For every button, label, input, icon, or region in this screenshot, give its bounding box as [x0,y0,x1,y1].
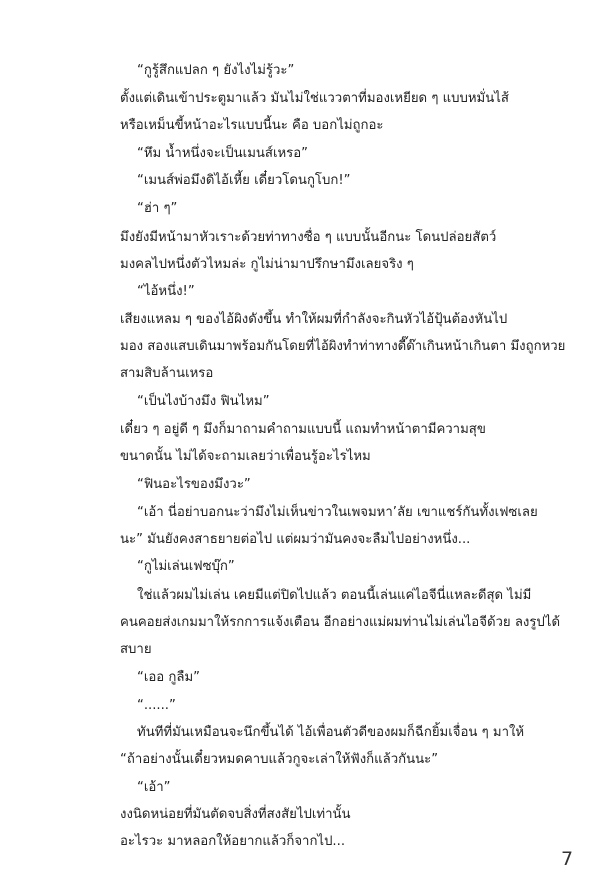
text-line: “......” [137,698,176,713]
page-number: 7 [561,848,574,870]
text-line: สบาย [120,642,152,657]
text-line: “เออ กูลืม” [137,670,200,685]
text-line: “เอ้า นี่อย่าบอกนะว่ามึงไม่เห็นข่าวในเพจมหา’ลัย เขาแชร์กันทั้งเฟซเลย [137,505,538,520]
text-line: “เมนส์พ่อมึงดิไอ้เหี้ย เดี๋ยวโดนกูโบก!” [137,173,351,188]
text-line: เสียงแหลม ๆ ของไอ้ผิงดังขึ้น ทำให้ผมที่กำลังจะกินหัวไอ้ปุ้นต้องหันไป [120,312,508,327]
text-line: “กูไม่เล่นเฟซบุ๊ก” [137,559,235,574]
text-line: มอง สองแสบเดินมาพร้อมกันโดยที่ไอ้ผิงทำท่าทางดี๊ด๊าเกินหน้าเกินตา มึงถูกหวย [120,339,566,354]
text-line: “ไอ้หนึ่ง!” [137,284,195,299]
text-line: เดี๋ยว ๆ อยู่ดี ๆ มึงก็มาถามคำถามแบบนี้ แถมทำหน้าตามีความสุข [120,422,486,437]
text-line: งงนิดหน่อยที่มันตัดจบสิ่งที่สงสัยไปเท่านั้น [120,807,351,822]
text-line: หรือเหม็นขี้หน้าอะไรแบบนี้นะ คือ บอกไม่ถูกอะ [120,118,384,133]
text-line: มงคลไปหนึ่งตัวไหมล่ะ กูไม่น่ามาปรึกษามึงเลยจริง ๆ [120,257,414,272]
text-line: “ฟินอะไรของมึงวะ” [137,477,251,492]
text-line: “เป็นไงบ้างมึง ฟินไหม” [137,394,270,409]
text-line: ตั้งแต่เดินเข้าประตูมาแล้ว มันไม่ใช่แววตาที่มองเหยียด ๆ แบบหมั่นไส้ [120,91,509,106]
text-line: ใช่แล้วผมไม่เล่น เคยมีแต่ปิดไปแล้ว ตอนนี้เล่นแค่ไอจีนี่แหละดีสุด ไม่มี [137,588,532,603]
text-line: “ฮ่า ๆ” [137,201,178,216]
text-line: ทันทีที่มันเหมือนจะนึกขึ้นได้ ไอ้เพื่อนตัวดีของผมก็ฉีกยิ้มเจื่อน ๆ มาให้ [137,725,525,740]
text-line: สามสิบล้านเหรอ [120,366,214,381]
text-line: คนคอยส่งเกมมาให้รกการแจ้งเตือน อีกอย่างแม่ผมท่านไม่เล่นไอจีด้วย ลงรูปได้ [120,615,561,630]
text-line: “ถ้าอย่างนั้นเดี๋ยวหมดคาบแล้วกูจะเล่าให้ฟังก็แล้วกันนะ” [120,752,439,767]
text-line: มึงยังมีหน้ามาหัวเราะด้วยท่าทางซื่อ ๆ แบบนั้นอีกนะ โดนปล่อยสัตว์ [120,230,497,245]
text-line: ขนาดนั้น ไม่ได้จะถามเลยว่าเพื่อนรู้อะไรไหม [120,449,371,464]
text-line: อะไรวะ มาหลอกให้อยากแล้วก็จากไป... [120,834,346,849]
text-line: “กูรู้สึกแปลก ๆ ยังไงไม่รู้วะ” [137,63,295,78]
text-line: นะ” มันยังคงสาธยายต่อไป แต่ผมว่ามันคงจะลืมไปอย่างหนึ่ง... [120,532,471,547]
text-line: “หึม น้ำหนึ่งจะเป็นเมนส์เหรอ” [137,146,308,161]
text-line: “เอ้า” [137,780,171,795]
